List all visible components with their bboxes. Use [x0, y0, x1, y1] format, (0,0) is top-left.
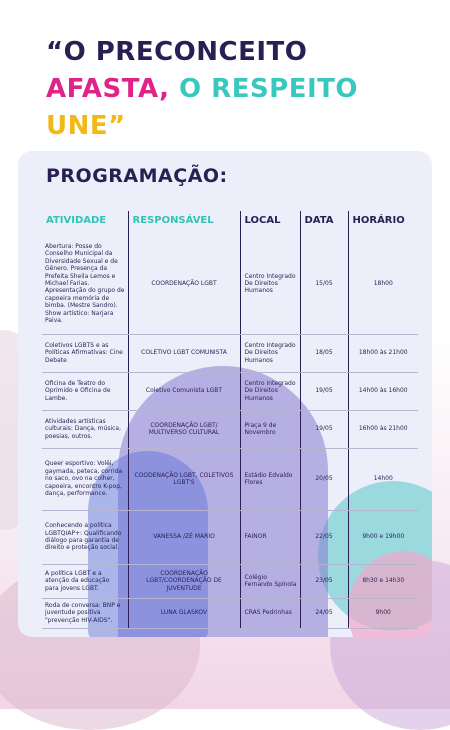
cell-responsavel: Coletivo Comunista LGBT	[128, 372, 240, 410]
cell-horario: 18h00 às 21h00	[348, 334, 418, 372]
cell-data: 19/05	[300, 372, 348, 410]
table-row	[42, 448, 418, 510]
cell-local: Centro Integrado De Direitos Humanos	[240, 334, 300, 372]
column-header-responsavel: RESPONSÁVEL	[128, 211, 240, 234]
table-row	[42, 410, 418, 448]
cell-local: Colégio Fernando Spínola	[240, 564, 300, 598]
column-header-local: LOCAL	[240, 211, 300, 234]
cell-local: Centro Integrado De Direitos Humanos	[240, 234, 300, 334]
schedule-card	[18, 151, 432, 637]
cell-data: 23/05	[300, 564, 348, 598]
cell-data: 24/05	[300, 598, 348, 628]
schedule-title: PROGRAMAÇÃO:	[46, 165, 228, 187]
cell-horario: 16h00 às 21h00	[348, 410, 418, 448]
table-row	[42, 598, 418, 628]
cell-horario: 9h00	[348, 598, 418, 628]
cell-local: CRAS Pedrinhas	[240, 598, 300, 628]
cell-local: Centro Integrado De Direitos Humanos	[240, 372, 300, 410]
cell-responsavel: LUNA GLASKOV	[128, 598, 240, 628]
headline	[46, 34, 358, 145]
cell-data: 20/05	[300, 448, 348, 510]
headline-teal-text: O RESPEITO	[179, 74, 359, 104]
cell-local: Praça 9 de Novembro	[240, 410, 300, 448]
cell-horario: 14h00	[348, 448, 418, 510]
headline-line-1: “O PRECONCEITO	[46, 37, 308, 67]
column-header-atividade: ATIVIDADE	[46, 215, 107, 226]
cell-data: 15/05	[300, 234, 348, 334]
cell-atividade: Roda de conversa: BNP e juventude positiva "prevenção HIV-AIDS".	[42, 598, 128, 628]
table-row	[42, 334, 418, 372]
cell-local: Estádio Edvaldo Flores	[240, 448, 300, 510]
cell-horario: 8h30 e 14h30	[348, 564, 418, 598]
cell-atividade: Conhecendo a política LGBTQIAP+: Qualificando diálogo para garantia de direito e proteção social.	[42, 510, 128, 564]
cell-horario: 9h00 e 19h00	[348, 510, 418, 564]
cell-atividade: A política LGBT e a atenção da educação para jovens LGBT.	[42, 564, 128, 598]
cell-responsavel: COLETIVO LGBT COMUNISTA	[128, 334, 240, 372]
cell-horario: 18h00	[348, 234, 418, 334]
table-row	[42, 234, 418, 334]
cell-data: 19/05	[300, 410, 348, 448]
cell-responsavel: VANESSA /ZÉ MARIO	[128, 510, 240, 564]
table-row	[42, 372, 418, 410]
cell-atividade: Atividades artísticas culturais: Dança, música, poesias, outros.	[42, 410, 128, 448]
table-header-row	[42, 211, 418, 234]
headline-line-2	[46, 71, 358, 108]
column-header-data: DATA	[300, 211, 348, 234]
cell-responsavel: COORDENAÇÃO LGBT/COORDENAÇÃO DE JUVENTUDE	[128, 564, 240, 598]
cell-data: 18/05	[300, 334, 348, 372]
cell-data: 22/05	[300, 510, 348, 564]
cell-atividade: Queer esportivo: Volêi, gaymada, peteca, corrida no saco, ovo na colher, capoeira, encontro K-pop, dança, performance.	[42, 448, 128, 510]
headline-line-3: UNE”	[46, 111, 126, 141]
cell-responsavel: COORDENAÇÃO LGBT	[128, 234, 240, 334]
table-row	[42, 564, 418, 598]
headline-pink-text: AFASTA,	[46, 74, 170, 104]
schedule-table	[42, 211, 418, 629]
cell-horario: 14h00 às 16h00	[348, 372, 418, 410]
column-header-horario: HORÁRIO	[348, 211, 418, 234]
cell-local: FAINOR	[240, 510, 300, 564]
cell-responsavel: COORDENAÇÃO LGBT/ MULTIVERSO CULTURAL	[128, 410, 240, 448]
cell-atividade: Abertura: Posse do Conselho Municipal da Diversidade Sexual e de Gênero. Presença da Prefeita Sheila Lemos e Michael Farias. Apresentação do grupo de capoeira memória de bimba. (Mestre Sandro). Show artístico: Narjara Paiva.	[42, 234, 128, 334]
table-row	[42, 510, 418, 564]
cell-atividade: Coletivos LGBTS e as Políticas Afirmativas: Cine Debate	[42, 334, 128, 372]
cell-atividade: Oficina de Teatro do Oprimido e Oficina de Lambe.	[42, 372, 128, 410]
cell-responsavel: COODENAÇÃO LGBT, COLETIVOS LGBT'S	[128, 448, 240, 510]
